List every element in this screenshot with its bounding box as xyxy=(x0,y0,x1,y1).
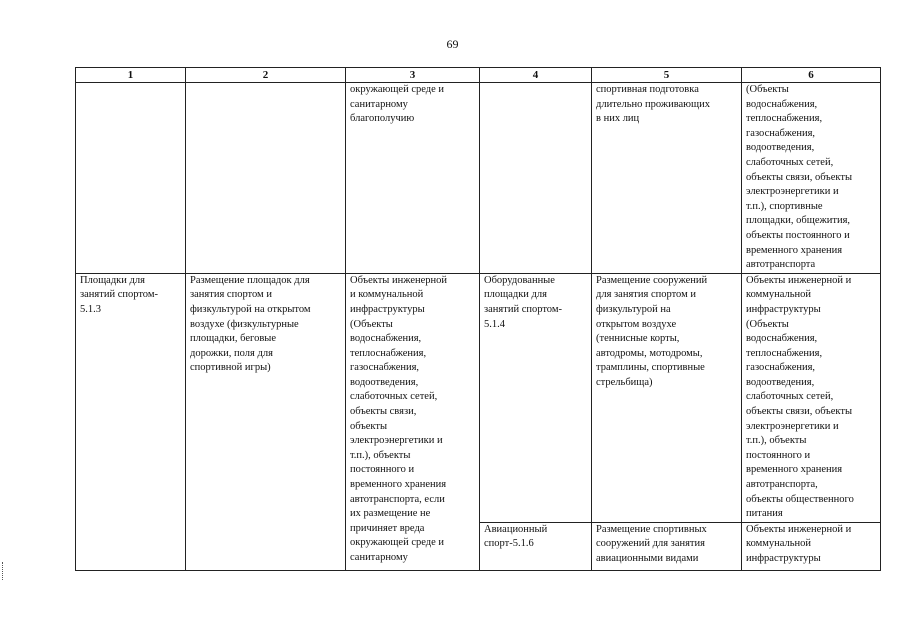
table-header-row xyxy=(76,68,881,83)
table-row xyxy=(76,273,881,522)
table-cell: Объекты инженерной и коммунальной инфраструктуры (Объекты водоснабжения, теплоснабжения, газоснабжения, водоотведения, слаботочных сетей, объекты связи, объекты электроэнергетики и т.п.), объекты постоянного и временного хранения автотранспорта, если их размещение не причиняет вреда окружающей среде и санитарному xyxy=(346,273,480,570)
table-cell: Авиационный спорт-5.1.6 xyxy=(480,522,592,570)
scan-margin-mark xyxy=(2,562,5,580)
column-header-2: 2 xyxy=(186,68,346,83)
column-header-4: 4 xyxy=(480,68,592,83)
table-cell: Размещение сооружений для занятия спортом и физкультурой на открытом воздухе (теннисные корты, автодромы, мотодромы, трамплины, спортивные стрельбища) xyxy=(592,273,742,522)
column-header-6: 6 xyxy=(742,68,881,83)
table-cell xyxy=(480,83,592,274)
table-cell: Площадки для занятий спортом- 5.1.3 xyxy=(76,273,186,570)
land-use-table xyxy=(75,67,881,571)
table-cell xyxy=(76,83,186,274)
table-cell: Размещение спортивных сооружений для занятия авиационными видами xyxy=(592,522,742,570)
table-row xyxy=(76,83,881,274)
table-cell xyxy=(186,83,346,274)
column-header-1: 1 xyxy=(76,68,186,83)
table-cell: (Объекты водоснабжения, теплоснабжения, газоснабжения, водоотведения, слаботочных сетей, объекты связи, объекты электроэнергетики и т.п.), спортивные площадки, общежития, объекты постоянного и временного хранения автотранспорта xyxy=(742,83,881,274)
table-cell: Объекты инженерной и коммунальной инфраструктуры (Объекты водоснабжения, теплоснабжения, газоснабжения, водоотведения, слаботочных сетей, объекты связи, объекты электроэнергетики и т.п.), объекты постоянного и временного хранения автотранспорта, объекты общественного питания xyxy=(742,273,881,522)
table-cell: окружающей среде и санитарному благополучию xyxy=(346,83,480,274)
column-header-3: 3 xyxy=(346,68,480,83)
column-header-5: 5 xyxy=(592,68,742,83)
table-cell: Размещение площадок для занятия спортом и физкультурой на открытом воздухе (физкультурные площадки, беговые дорожки, поля для спортивной игры) xyxy=(186,273,346,570)
table-cell: Объекты инженерной и коммунальной инфраструктуры xyxy=(742,522,881,570)
page-number: 69 xyxy=(446,37,459,51)
table-cell: спортивная подготовка длительно проживающих в них лиц xyxy=(592,83,742,274)
table-cell: Оборудованные площадки для занятий спортом- 5.1.4 xyxy=(480,273,592,522)
